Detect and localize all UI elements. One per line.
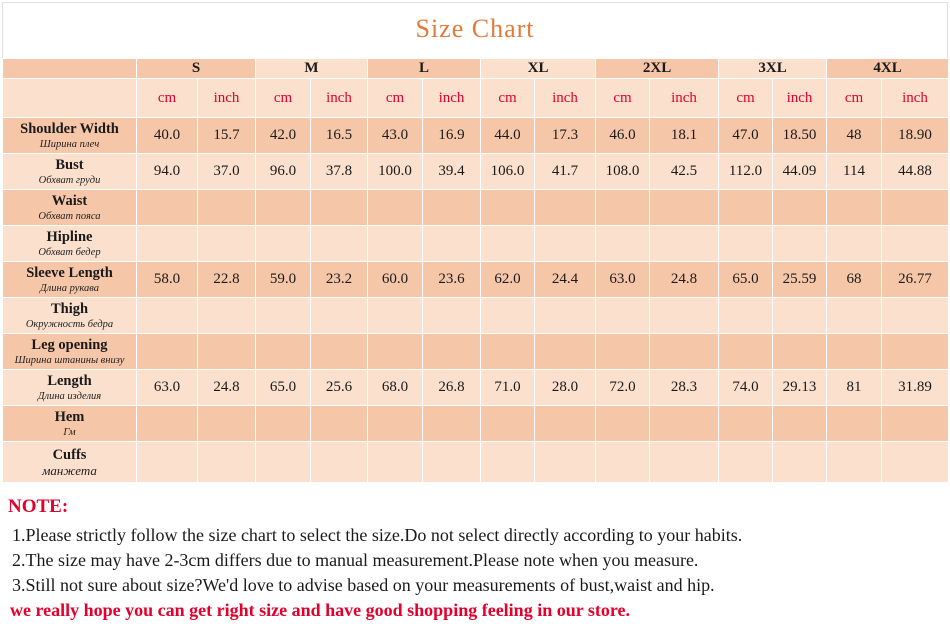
- value-cell: [535, 226, 596, 262]
- value-cell: [368, 226, 423, 262]
- value-cell: [481, 406, 535, 442]
- value-cell: [827, 442, 882, 483]
- value-cell: 81: [827, 370, 882, 406]
- row-label-en: Shoulder Width: [20, 120, 119, 137]
- value-cell: [256, 334, 311, 370]
- value-cell: [650, 298, 719, 334]
- value-cell: 23.2: [311, 262, 368, 298]
- unit-header-cm: cm: [719, 79, 773, 118]
- unit-header-cm: cm: [827, 79, 882, 118]
- value-cell: [773, 190, 827, 226]
- unit-header-cm: cm: [481, 79, 535, 118]
- size-header-m: M: [256, 59, 368, 79]
- note-line-3: 3.Still not sure about size?We'd love to advise based on your measurements of bust,waist and hip.: [12, 575, 715, 595]
- value-cell: [650, 226, 719, 262]
- unit-header-inch: inch: [535, 79, 596, 118]
- value-cell: [137, 226, 198, 262]
- value-cell: [368, 298, 423, 334]
- value-cell: 40.0: [137, 118, 198, 154]
- note-heading: NOTE:: [8, 496, 69, 517]
- row-label: [3, 406, 137, 442]
- value-cell: [827, 190, 882, 226]
- value-cell: 59.0: [256, 262, 311, 298]
- measurement-row: [3, 262, 949, 298]
- row-label-ru: манжета: [42, 463, 97, 478]
- unit-header-inch: inch: [882, 79, 949, 118]
- value-cell: [481, 334, 535, 370]
- value-cell: [535, 442, 596, 483]
- value-cell: [882, 334, 949, 370]
- value-cell: [423, 298, 481, 334]
- value-cell: [773, 334, 827, 370]
- unit-header-inch: inch: [198, 79, 256, 118]
- value-cell: 48: [827, 118, 882, 154]
- value-cell: 24.4: [535, 262, 596, 298]
- measurement-row: [3, 118, 949, 154]
- value-cell: 106.0: [481, 154, 535, 190]
- value-cell: [311, 406, 368, 442]
- value-cell: [596, 334, 650, 370]
- row-label-ru: Длина изделия: [37, 390, 102, 402]
- value-cell: [773, 442, 827, 483]
- size-header-2xl: 2XL: [596, 59, 719, 79]
- size-header-s: S: [137, 59, 256, 79]
- value-cell: [882, 298, 949, 334]
- row-label-ru: Обхват бедер: [38, 246, 101, 258]
- value-cell: [773, 406, 827, 442]
- value-cell: [650, 442, 719, 483]
- value-cell: [481, 442, 535, 483]
- corner-cell: [3, 59, 137, 79]
- corner-cell-2: [3, 79, 137, 118]
- size-header-4xl: 4XL: [827, 59, 949, 79]
- value-cell: 16.5: [311, 118, 368, 154]
- value-cell: [535, 334, 596, 370]
- row-label: [3, 190, 137, 226]
- unit-header-cm: cm: [368, 79, 423, 118]
- value-cell: 100.0: [368, 154, 423, 190]
- row-label-en: Bust: [55, 156, 84, 173]
- row-label-ru: Ширина плеч: [39, 138, 100, 150]
- size-header-row: [3, 59, 949, 79]
- value-cell: 24.8: [650, 262, 719, 298]
- value-cell: [423, 190, 481, 226]
- value-cell: [773, 298, 827, 334]
- value-cell: 58.0: [137, 262, 198, 298]
- value-cell: [882, 406, 949, 442]
- value-cell: [596, 442, 650, 483]
- value-cell: 71.0: [481, 370, 535, 406]
- page-title: Size Chart: [415, 14, 535, 43]
- value-cell: [198, 190, 256, 226]
- value-cell: [311, 190, 368, 226]
- value-cell: [198, 226, 256, 262]
- value-cell: 65.0: [256, 370, 311, 406]
- value-cell: 72.0: [596, 370, 650, 406]
- row-label-ru: Гм: [63, 426, 76, 438]
- unit-header-inch: inch: [773, 79, 827, 118]
- row-label-ru: Окружность бедра: [25, 318, 114, 330]
- value-cell: [827, 334, 882, 370]
- unit-header-inch: inch: [423, 79, 481, 118]
- value-cell: 96.0: [256, 154, 311, 190]
- value-cell: [719, 226, 773, 262]
- row-label-en: Sleeve Length: [26, 264, 113, 281]
- value-cell: 26.8: [423, 370, 481, 406]
- measurement-row: [3, 370, 949, 406]
- value-cell: [368, 190, 423, 226]
- value-cell: 44.88: [882, 154, 949, 190]
- row-label: [3, 118, 137, 154]
- value-cell: [650, 406, 719, 442]
- value-cell: 94.0: [137, 154, 198, 190]
- note-line-1: 1.Please strictly follow the size chart to select the size.Do not select directly according to your habits.: [12, 525, 743, 545]
- row-label-en: Hipline: [46, 228, 93, 245]
- value-cell: [137, 334, 198, 370]
- value-cell: 42.0: [256, 118, 311, 154]
- value-cell: 25.59: [773, 262, 827, 298]
- value-cell: 26.77: [882, 262, 949, 298]
- value-cell: [719, 442, 773, 483]
- note-closing: we really hope you can get right size and have good shopping feeling in our store.: [10, 600, 631, 620]
- value-cell: 22.8: [198, 262, 256, 298]
- value-cell: [423, 406, 481, 442]
- value-cell: [481, 190, 535, 226]
- value-cell: [773, 226, 827, 262]
- value-cell: [535, 298, 596, 334]
- value-cell: [481, 298, 535, 334]
- value-cell: [827, 406, 882, 442]
- unit-header-row: [3, 79, 949, 118]
- unit-header-cm: cm: [596, 79, 650, 118]
- value-cell: [137, 298, 198, 334]
- row-label: [3, 334, 137, 370]
- value-cell: [827, 298, 882, 334]
- row-label-ru: Обхват пояса: [38, 210, 101, 222]
- row-label-en: Length: [47, 372, 92, 389]
- value-cell: [256, 298, 311, 334]
- value-cell: [137, 190, 198, 226]
- measurement-row: [3, 298, 949, 334]
- notes-section: [8, 496, 938, 622]
- row-label-en: Thigh: [50, 300, 89, 317]
- value-cell: [596, 226, 650, 262]
- value-cell: 16.9: [423, 118, 481, 154]
- value-cell: [481, 226, 535, 262]
- value-cell: 25.6: [311, 370, 368, 406]
- value-cell: 24.8: [198, 370, 256, 406]
- value-cell: [719, 406, 773, 442]
- value-cell: 47.0: [719, 118, 773, 154]
- value-cell: 18.90: [882, 118, 949, 154]
- value-cell: [423, 442, 481, 483]
- value-cell: 41.7: [535, 154, 596, 190]
- value-cell: [198, 442, 256, 483]
- value-cell: 29.13: [773, 370, 827, 406]
- value-cell: [256, 442, 311, 483]
- value-cell: [535, 406, 596, 442]
- value-cell: [137, 406, 198, 442]
- value-cell: [596, 298, 650, 334]
- value-cell: [535, 190, 596, 226]
- measurement-row: [3, 190, 949, 226]
- row-label: [3, 154, 137, 190]
- measurement-row: [3, 226, 949, 262]
- value-cell: 44.0: [481, 118, 535, 154]
- value-cell: 28.0: [535, 370, 596, 406]
- value-cell: 65.0: [719, 262, 773, 298]
- value-cell: [596, 190, 650, 226]
- value-cell: 17.3: [535, 118, 596, 154]
- unit-header-cm: cm: [137, 79, 198, 118]
- value-cell: 37.0: [198, 154, 256, 190]
- value-cell: [368, 406, 423, 442]
- value-cell: [311, 226, 368, 262]
- value-cell: [311, 442, 368, 483]
- value-cell: [719, 190, 773, 226]
- unit-header-inch: inch: [311, 79, 368, 118]
- size-chart-table: [2, 58, 949, 483]
- value-cell: 42.5: [650, 154, 719, 190]
- value-cell: [719, 334, 773, 370]
- value-cell: 18.1: [650, 118, 719, 154]
- value-cell: [256, 226, 311, 262]
- value-cell: [882, 442, 949, 483]
- unit-header-cm: cm: [256, 79, 311, 118]
- value-cell: [423, 334, 481, 370]
- value-cell: 28.3: [650, 370, 719, 406]
- value-cell: 68.0: [368, 370, 423, 406]
- value-cell: [311, 298, 368, 334]
- size-header-l: L: [368, 59, 481, 79]
- value-cell: [368, 334, 423, 370]
- value-cell: [311, 334, 368, 370]
- value-cell: 60.0: [368, 262, 423, 298]
- row-label: [3, 442, 137, 483]
- measurement-row: [3, 154, 949, 190]
- unit-header-inch: inch: [650, 79, 719, 118]
- value-cell: [368, 442, 423, 483]
- value-cell: 18.50: [773, 118, 827, 154]
- value-cell: 46.0: [596, 118, 650, 154]
- value-cell: 39.4: [423, 154, 481, 190]
- measurement-row: [3, 334, 949, 370]
- value-cell: [882, 190, 949, 226]
- row-label-en: Waist: [51, 192, 88, 209]
- measurement-row: [3, 406, 949, 442]
- value-cell: 108.0: [596, 154, 650, 190]
- measurement-row: [3, 442, 949, 483]
- row-label-ru: Длина рукава: [39, 282, 99, 294]
- value-cell: [423, 226, 481, 262]
- row-label-en: Leg opening: [31, 336, 108, 353]
- value-cell: [256, 406, 311, 442]
- row-label: [3, 298, 137, 334]
- value-cell: [137, 442, 198, 483]
- value-cell: [650, 190, 719, 226]
- value-cell: 44.09: [773, 154, 827, 190]
- value-cell: 43.0: [368, 118, 423, 154]
- note-line-2: 2.The size may have 2-3cm differs due to manual measurement.Please note when you measure.: [12, 550, 699, 570]
- row-label-en: Cuffs: [52, 447, 87, 463]
- value-cell: 31.89: [882, 370, 949, 406]
- value-cell: [719, 298, 773, 334]
- value-cell: 68: [827, 262, 882, 298]
- row-label: [3, 226, 137, 262]
- value-cell: 74.0: [719, 370, 773, 406]
- value-cell: 112.0: [719, 154, 773, 190]
- row-label-ru: Обхват груди: [38, 174, 101, 186]
- value-cell: [596, 406, 650, 442]
- row-label: [3, 370, 137, 406]
- value-cell: [882, 226, 949, 262]
- value-cell: 63.0: [596, 262, 650, 298]
- row-label-en: Hem: [54, 408, 85, 425]
- value-cell: 37.8: [311, 154, 368, 190]
- value-cell: 62.0: [481, 262, 535, 298]
- value-cell: [198, 298, 256, 334]
- value-cell: [827, 226, 882, 262]
- value-cell: 15.7: [198, 118, 256, 154]
- size-header-xl: XL: [481, 59, 596, 79]
- value-cell: [256, 190, 311, 226]
- value-cell: [198, 334, 256, 370]
- value-cell: 23.6: [423, 262, 481, 298]
- size-header-3xl: 3XL: [719, 59, 827, 79]
- value-cell: 114: [827, 154, 882, 190]
- row-label-ru: Ширина штанины внизу: [14, 354, 125, 366]
- value-cell: 63.0: [137, 370, 198, 406]
- row-label: [3, 262, 137, 298]
- value-cell: [650, 334, 719, 370]
- value-cell: [198, 406, 256, 442]
